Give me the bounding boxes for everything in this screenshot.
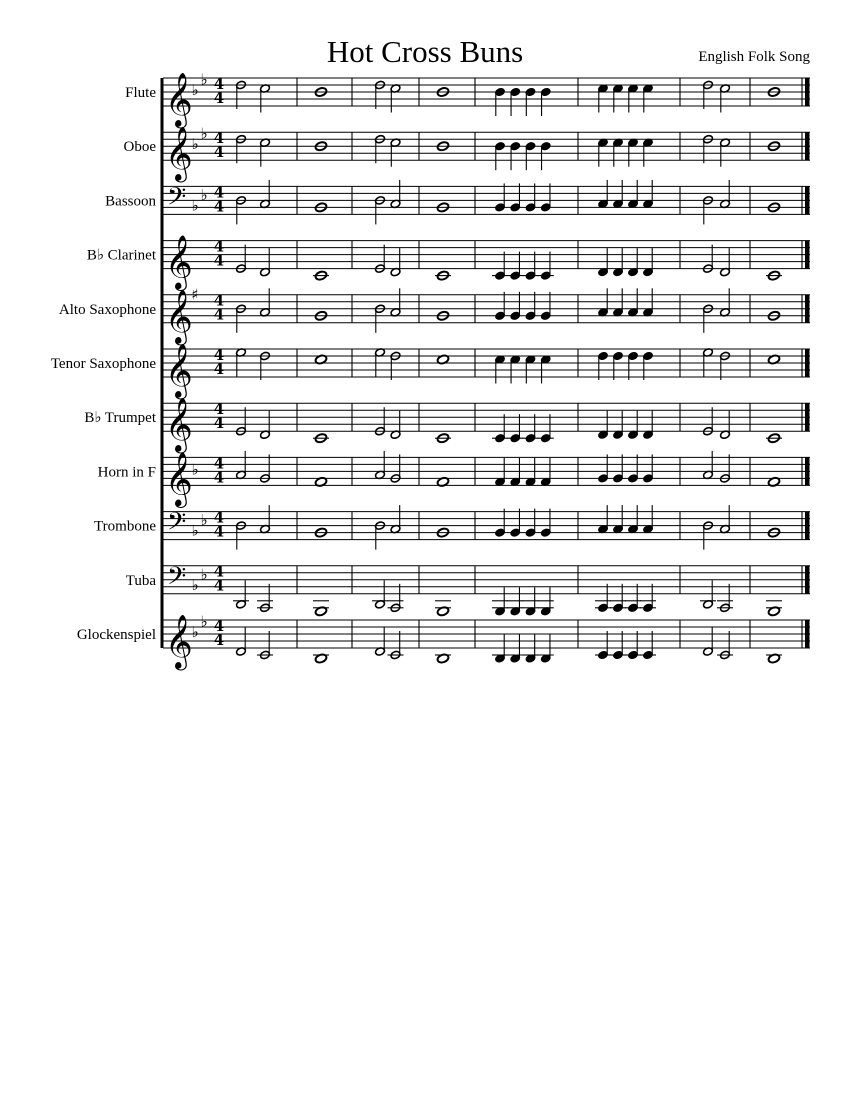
- treble-clef-icon: 𝄞: [165, 288, 193, 344]
- flat-accidental-icon: ♭: [200, 612, 208, 631]
- flat-accidental-icon: ♭: [191, 135, 199, 154]
- flat-accidental-icon: ♭: [191, 521, 199, 540]
- treble-clef-icon: 𝄞: [165, 614, 193, 669]
- final-barline-thick: [805, 403, 810, 431]
- time-signature-beat-type: 4: [213, 88, 225, 107]
- time-signature-beat-type: 4: [213, 251, 225, 270]
- staff-trombone: [94, 505, 810, 549]
- final-barline-thick: [805, 241, 810, 269]
- instrument-name: Oboe: [123, 139, 156, 156]
- score-title: Hot Cross Buns: [326, 34, 524, 69]
- time-signature-beat-type: 4: [213, 414, 225, 433]
- instrument-name: Alto Saxophone: [58, 301, 156, 318]
- time-signature-beat-type: 4: [213, 630, 225, 649]
- treble-clef-icon: 𝄞: [165, 451, 193, 507]
- staff-b-trumpet: [84, 397, 810, 454]
- final-barline-thick: [805, 132, 810, 160]
- flat-accidental-icon: ♭: [191, 196, 199, 215]
- staff-oboe: [124, 125, 811, 184]
- time-signature-beats: 4: [213, 345, 225, 364]
- flat-accidental-icon: ♭: [200, 185, 208, 204]
- time-signature-beats: 4: [213, 291, 225, 310]
- flat-accidental-icon: ♭: [200, 70, 208, 89]
- instrument-name: Tenor Saxophone: [50, 356, 156, 372]
- treble-clef-icon: 𝄞: [165, 126, 193, 182]
- flat-accidental-icon: ♭: [191, 81, 199, 99]
- final-barline-thick: [805, 78, 810, 106]
- time-signature-beats: 4: [213, 237, 225, 256]
- time-signature-beats: 4: [213, 562, 225, 581]
- instrument-name: Glockenspiel: [76, 627, 156, 643]
- staff-horn-in-f: [98, 451, 810, 509]
- time-signature-beat-type: 4: [213, 359, 225, 378]
- treble-clef-icon: 𝄞: [165, 234, 193, 290]
- time-signature-beat-type: 4: [213, 143, 225, 162]
- treble-clef-icon: 𝄞: [165, 72, 193, 127]
- time-signature-beat-type: 4: [213, 522, 225, 541]
- treble-clef-icon: 𝄞: [165, 343, 193, 398]
- staff-glockenspiel: [77, 613, 810, 672]
- composer-credit: English Folk Song: [698, 49, 810, 65]
- staff-flute: [125, 71, 810, 130]
- time-signature-beat-type: 4: [213, 305, 225, 324]
- time-signature-beat-type: 4: [213, 197, 225, 216]
- staff-tuba: [126, 562, 810, 617]
- instrument-name: B♭ Clarinet: [86, 247, 156, 264]
- final-barline-thick: [805, 566, 810, 594]
- instrument-name: Trombone: [94, 518, 156, 535]
- time-signature-beats: 4: [213, 183, 225, 202]
- final-barline-thick: [805, 295, 810, 323]
- treble-clef-icon: 𝄞: [165, 397, 193, 453]
- instrument-name: Tuba: [125, 572, 156, 589]
- bass-clef-icon: 𝄢: [167, 182, 187, 218]
- instrument-name: Flute: [125, 85, 156, 101]
- flat-accidental-icon: ♭: [191, 575, 199, 594]
- time-signature-beat-type: 4: [213, 468, 225, 487]
- staff-b-clarinet: [87, 235, 810, 292]
- instrument-name: Horn in F: [97, 464, 156, 481]
- time-signature-beats: 4: [213, 129, 225, 148]
- time-signature-beats: 4: [213, 400, 225, 419]
- staves-group: [51, 71, 810, 672]
- instrument-name: Bassoon: [105, 193, 156, 210]
- time-signature-beats: 4: [213, 616, 225, 635]
- time-signature-beats: 4: [213, 74, 225, 93]
- flat-accidental-icon: ♭: [200, 511, 208, 530]
- time-signature-beat-type: 4: [213, 576, 225, 595]
- flat-accidental-icon: ♭: [191, 623, 199, 641]
- flat-accidental-icon: ♭: [191, 460, 199, 479]
- bass-clef-icon: 𝄢: [167, 507, 187, 543]
- staff-tenor-saxophone: [51, 343, 810, 400]
- final-barline-thick: [805, 620, 810, 648]
- staff-bassoon: [105, 180, 810, 225]
- final-barline-thick: [805, 186, 810, 214]
- sharp-accidental-icon: ♯: [191, 285, 199, 304]
- flat-accidental-icon: ♭: [200, 124, 208, 143]
- staff-alto-saxophone: [59, 285, 810, 346]
- time-signature-beats: 4: [213, 454, 225, 473]
- instrument-name: B♭ Trumpet: [84, 410, 156, 427]
- final-barline-thick: [805, 457, 810, 485]
- time-signature-beats: 4: [213, 508, 225, 527]
- bass-clef-icon: 𝄢: [167, 561, 187, 597]
- flat-accidental-icon: ♭: [200, 565, 208, 584]
- final-barline-thick: [805, 512, 810, 540]
- final-barline-thick: [805, 349, 810, 377]
